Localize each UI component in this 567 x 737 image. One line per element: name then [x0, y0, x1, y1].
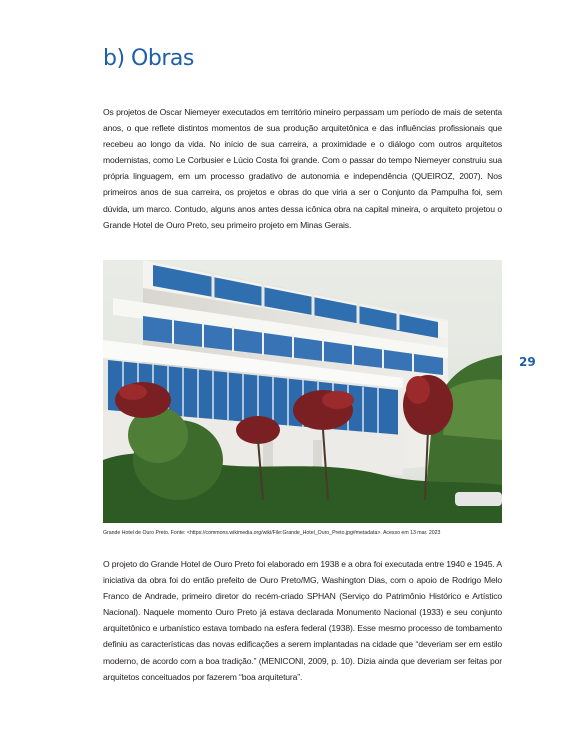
intro-paragraph: Os projetos de Oscar Niemeyer executados em território mineiro perpassam um período de mais de setenta anos, o que reflete distintos momentos de sua produção arquitetônica e das influências profissionais que recebeu ao longo da vida. No início de sua carreira, a proximidade e o diálogo com outros arquitetos modernistas, como Le Corbusier e Lúcio Costa foi grande. Com o passar do tempo Niemeyer construiu sua própria linguagem, em um processo gradativo de autonomia e independência (QUEIROZ, 2007). Nos primeiros anos de sua carreira, os projetos e obras do que viria a ser o Conjunto da Pampulha foi, sem dúvida, um marco. Contudo, alguns anos antes dessa icônica obra na capital mineira, o arquiteto projetou o Grande Hotel de Ouro Preto, seu primeiro projeto em Minas Gerais. — [103, 107, 502, 230]
section-heading: b) Obras — [103, 46, 194, 71]
hotel-paragraph: O projeto do Grande Hotel de Ouro Preto foi elaborado em 1938 e a obra foi executada entre 1940 e 1945. A iniciativa da obra foi do então prefeito de Ouro Preto/MG, Washington Dias, com o apoio de Rodrigo Melo Franco de Andrade, primeiro diretor do recém-criado SPHAN (Serviço do Patrimônio Histórico e Artístico Nacional). Naquele momento Ouro Preto já estava declarada Monumento Nacional (1933) e seu conjunto arquitetônico e urbanístico estava tombado na esfera federal (1938). Esse mesmo processo de tombamento definiu as características das novas edificações a serem implantadas na cidade que “deveriam ser em estilo moderno, de acordo com a boa tradição.” (MENICONI, 2009, p. 10). Dizia ainda que deveriam ser feitas por arquitetos conceituados por fazerem “boa arquitetura”. — [103, 559, 502, 682]
figure-caption: Grande Hotel de Ouro Preto. Fonte: <https://commons.wikimedia.org/wiki/File:Grande_Hotel_Ouro_Preto.jpg#metadata>. Acesso em 13 mar. 2023 — [103, 530, 441, 536]
grande-hotel-photo — [103, 260, 502, 523]
page-number: 29 — [519, 355, 536, 369]
